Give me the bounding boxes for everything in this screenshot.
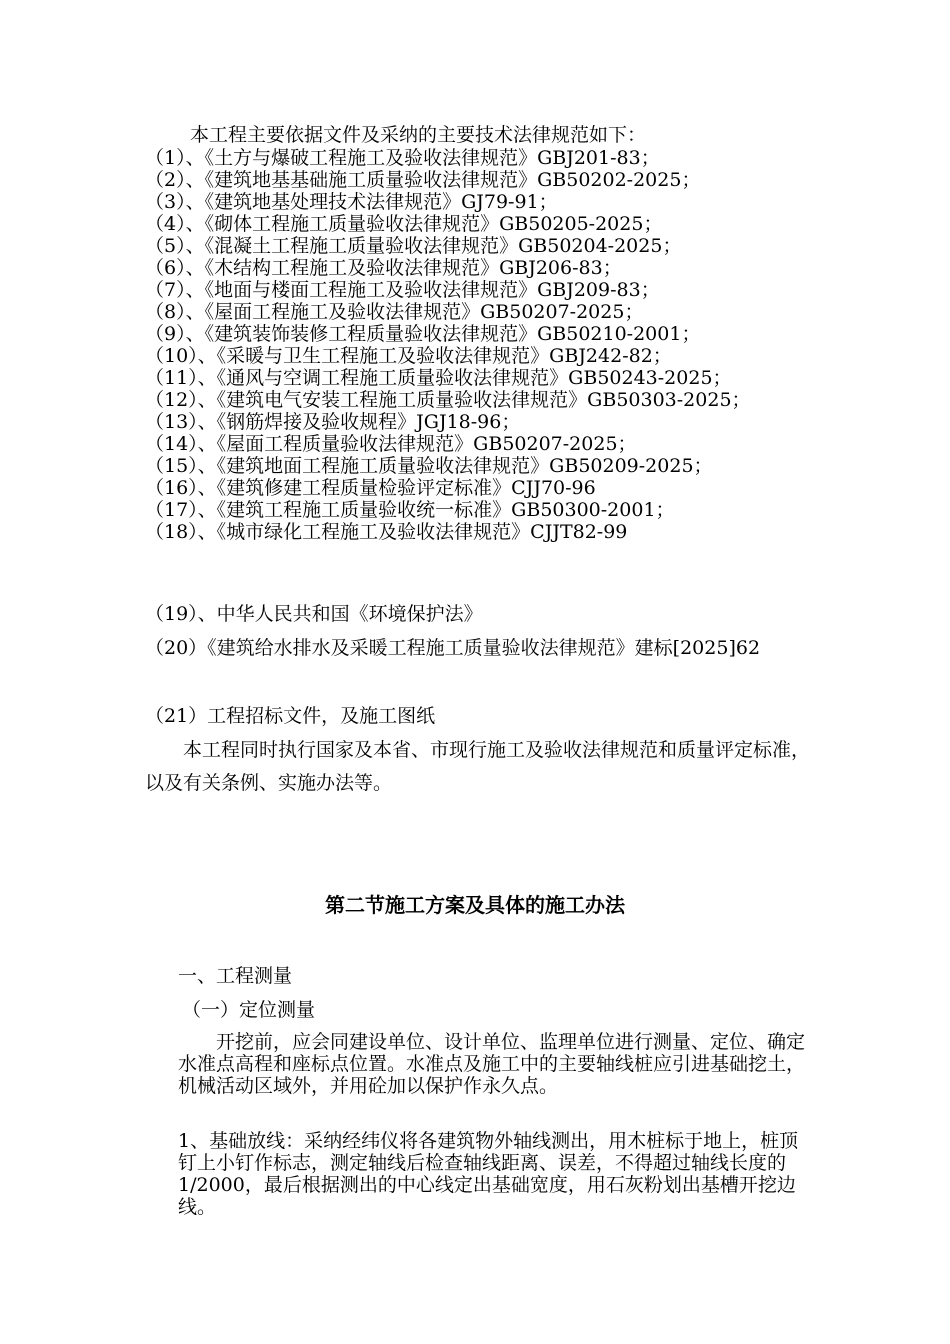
- list-item: （2）、《建筑地基基础施工质量验收法律规范》GB50202-2025；: [145, 169, 701, 191]
- standards-list: [145, 147, 805, 543]
- list-item: （9）、《建筑装饰装修工程质量验收法律规范》GB50210-2001；: [145, 323, 701, 345]
- list-item: （3）、《建筑地基处理技术法律规范》GJ79-91；: [145, 191, 558, 213]
- list-item: （20）《建筑给水排水及采暖工程施工质量验收法律规范》建标[2025]62: [145, 637, 761, 659]
- subsection-heading: 一、工程测量: [178, 965, 293, 987]
- list-item: （4）、《砌体工程施工质量验收法律规范》GB50205-2025；: [145, 213, 663, 235]
- list-item: （6）、《木结构工程施工及验收法律规范》GBJ206-83；: [145, 257, 622, 279]
- paragraph: 1、基础放线：采纳经纬仪将各建筑物外轴线测出，用木桩标于地上，桩顶钉上小钉作标志，测定轴线后检查轴线距离、误差，不得超过轴线长度的1/2000，最后根据测出的中心线定出基础宽度，用石灰粉划出基槽开挖边线。: [178, 1130, 799, 1218]
- section-title: 第二节施工方案及具体的施工办法: [325, 893, 625, 917]
- list-item: （21）工程招标文件，及施工图纸: [145, 705, 436, 727]
- list-item: （16）、《建筑修建工程质量检验评定标准》CJJ70-96: [145, 477, 596, 499]
- list-item: （12）、《建筑电气安装工程施工质量验收法律规范》GB50303-2025；: [145, 389, 751, 411]
- list-item: （17）、《建筑工程施工质量验收统一标准》GB50300-2001；: [145, 499, 675, 521]
- list-item: （14）、《屋面工程质量验收法律规范》GB50207-2025；: [145, 433, 637, 455]
- list-item: （11）、《通风与空调工程施工质量验收法律规范》GB50243-2025；: [145, 367, 732, 389]
- list-item: （7）、《地面与楼面工程施工及验收法律规范》GBJ209-83；: [145, 279, 660, 301]
- list-item: （19）、中华人民共和国《环境保护法》: [145, 603, 483, 625]
- intro-line: 本工程主要依据文件及采纳的主要技术法律规范如下：: [190, 124, 647, 146]
- list-item: （10）、《采暖与卫生工程施工及验收法律规范》GBJ242-82；: [145, 345, 672, 367]
- list-item: （13）、《钢筋焊接及验收规程》JGJ18-96；: [145, 411, 521, 433]
- closing-paragraph: 本工程同时执行国家及本省、市现行施工及验收法律规范和质量评定标准，以及有关条例、实施办法等。: [145, 739, 811, 794]
- list-item: （5）、《混凝土工程施工质量验收法律规范》GB50204-2025；: [145, 235, 682, 257]
- list-item: （18）、《城市绿化工程施工及验收法律规范》CJJT82-99: [145, 521, 628, 543]
- list-item: （8）、《屋面工程施工及验收法律规范》GB50207-2025；: [145, 301, 644, 323]
- subsection-heading: （一）定位测量: [182, 999, 316, 1021]
- list-item: （1）、《土方与爆破工程施工及验收法律规范》GBJ201-83；: [145, 147, 660, 169]
- list-item: （15）、《建筑地面工程施工质量验收法律规范》GB50209-2025；: [145, 455, 713, 477]
- paragraph: 开挖前，应会同建设单位、设计单位、监理单位进行测量、定位、确定水准点高程和座标点位置。水准点及施工中的主要轴线桩应引进基础挖土，机械活动区域外，并用砼加以保护作永久点。: [178, 1031, 806, 1097]
